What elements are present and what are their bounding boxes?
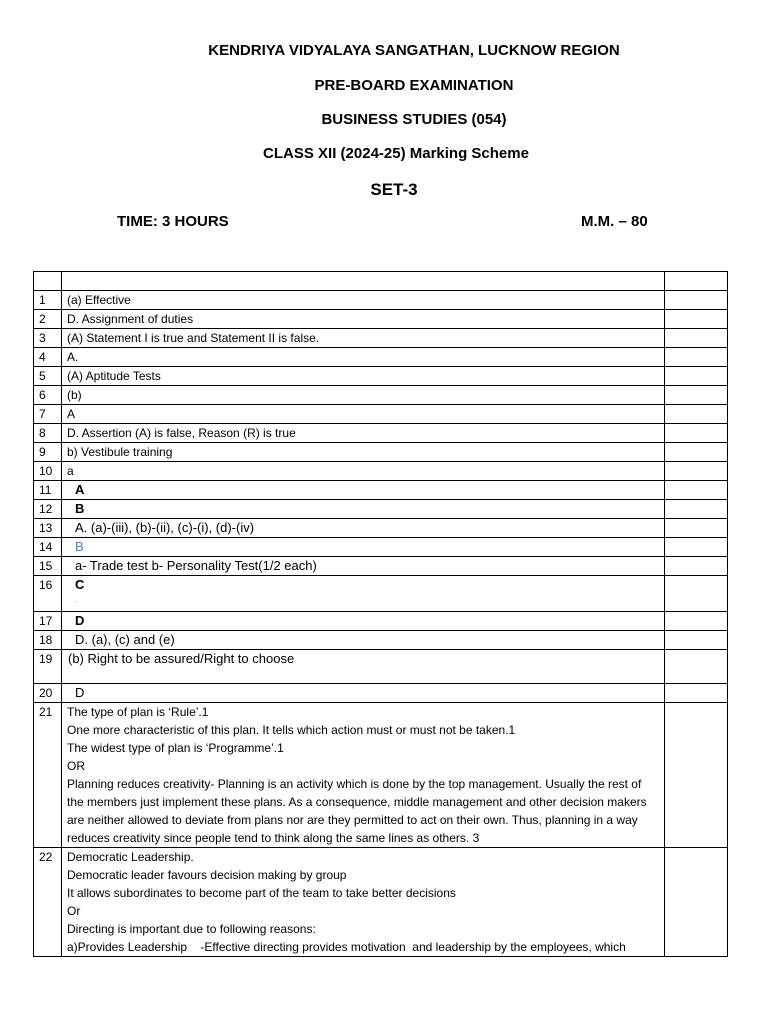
answer-cell [62,703,665,848]
question-number: 18 [34,631,62,650]
question-number: 12 [34,500,62,519]
answer-text: D [62,684,665,703]
class-title: CLASS XII (2024-25) Marking Scheme [263,145,529,162]
answer-paragraph: Planning reduces creativity- Planning is an activity which is done by the top management. Usually the rest of the members just implement these plans. As a consequence, middle management and other decision makers are neither allowed to deviate from plans nor are they permitted to act on their own. Thus, planning in a way reduces creativity since people tend to think along the same lines as others. 3 [67,777,647,845]
answer-text: b) Vestibule training [62,443,665,462]
answer-line: Directing is important due to following reasons: [67,922,316,936]
answer-cell [62,576,665,612]
marks-cell [665,291,728,310]
answer-line: One more characteristic of this plan. It tells which action must or must not be taken.1 [67,723,516,737]
table-row [34,848,728,957]
table-row [34,462,728,481]
answer-text: (A) Aptitude Tests [62,367,665,386]
marks-cell [665,631,728,650]
question-number: 3 [34,329,62,348]
time-label: TIME: 3 HOURS [117,213,229,230]
answer-text: D. (a), (c) and (e) [62,631,665,650]
question-number: 21 [34,703,62,848]
exam-title: PRE-BOARD EXAMINATION [314,77,514,94]
table-row [34,367,728,386]
marks-cell [665,557,728,576]
question-number: 4 [34,348,62,367]
region-title: KENDRIYA VIDYALAYA SANGATHAN, LUCKNOW REGION [208,42,620,59]
question-number: 11 [34,481,62,500]
answer-line: The type of plan is ‘Rule’.1 [67,705,209,719]
question-number: 15 [34,557,62,576]
answer-text: B [62,500,665,519]
question-number: 6 [34,386,62,405]
marks-cell [665,684,728,703]
answer-text: A [62,405,665,424]
marks-cell [665,443,728,462]
marks-cell [665,367,728,386]
marks-cell [665,405,728,424]
answer-text: (a) Effective [62,291,665,310]
marks-cell [665,500,728,519]
marks-cell [665,612,728,631]
marks-cell [665,348,728,367]
answer-text: a [62,462,665,481]
table-row [34,424,728,443]
answer-text: D [62,612,665,631]
answer-line: Or [67,904,81,918]
table-row [34,310,728,329]
answer-text: (b) Right to be assured/Right to choose [62,650,665,684]
table-row [34,443,728,462]
table-row [34,684,728,703]
answer-line: Democratic Leadership. [67,850,194,864]
table-row [34,348,728,367]
answer-text: B [62,538,665,557]
table-row [34,631,728,650]
table-row [34,576,728,612]
answer-text: (b) [62,386,665,405]
question-number: 9 [34,443,62,462]
stray-dot: . [75,594,78,604]
answer-text: a- Trade test b- Personality Test(1/2 each) [62,557,665,576]
table-header-row [34,272,728,291]
question-number: 22 [34,848,62,957]
set-title: SET-3 [370,180,418,199]
answer-text: A. [62,348,665,367]
answer-line: OR [67,759,85,773]
table-row [34,612,728,631]
header-answer-cell [62,272,665,291]
question-number: 7 [34,405,62,424]
table-row [34,386,728,405]
marks-cell [665,310,728,329]
question-number: 17 [34,612,62,631]
answer-line: It allows subordinates to become part of the team to take better decisions [67,886,456,900]
max-marks-label: M.M. – 80 [581,213,648,230]
marking-scheme-table [33,271,728,957]
question-number: 14 [34,538,62,557]
question-number: 19 [34,650,62,684]
marks-cell [665,519,728,538]
answer-cell [62,848,665,957]
answer-text: (A) Statement I is true and Statement II is false. [62,329,665,348]
subject-title: BUSINESS STUDIES (054) [321,111,507,128]
question-number: 10 [34,462,62,481]
table-row [34,500,728,519]
question-number: 2 [34,310,62,329]
question-number: 1 [34,291,62,310]
header-number-cell [34,272,62,291]
table-row [34,405,728,424]
table-row [34,703,728,848]
table-row [34,519,728,538]
table-row [34,557,728,576]
marks-cell [665,650,728,684]
marks-cell [665,848,728,957]
marks-cell [665,703,728,848]
answer-text: A. (a)-(iii), (b)-(ii), (c)-(i), (d)-(iv) [62,519,665,538]
marks-cell [665,481,728,500]
marks-cell [665,576,728,612]
answer-line: a)Provides Leadership -Effective directing provides motivation and leadership by the employees, which [67,940,626,954]
question-number: 5 [34,367,62,386]
marks-cell [665,424,728,443]
marks-cell [665,462,728,481]
answer-text: D. Assertion (A) is false, Reason (R) is true [62,424,665,443]
table-row [34,291,728,310]
marks-cell [665,329,728,348]
answer-text: A [62,481,665,500]
table-row [34,329,728,348]
header-marks-cell [665,272,728,291]
table-row [34,538,728,557]
marks-cell [665,538,728,557]
question-number: 20 [34,684,62,703]
table-row [34,650,728,684]
answer-text: D. Assignment of duties [62,310,665,329]
marks-cell [665,386,728,405]
answer-line: The widest type of plan is ‘Programme’.1 [67,741,284,755]
question-number: 16 [34,576,62,612]
question-number: 8 [34,424,62,443]
table-row [34,481,728,500]
question-number: 13 [34,519,62,538]
answer-line: Democratic leader favours decision making by group [67,868,347,882]
answer-text: C [75,577,85,592]
